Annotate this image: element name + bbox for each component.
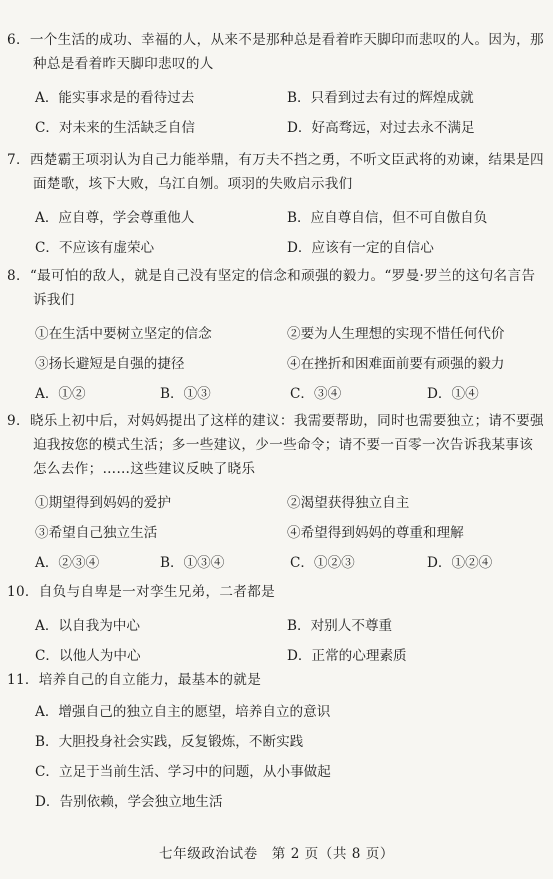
option-a: A．应自尊，学会尊重他人 [35,210,195,226]
option-d: D．应该有一定的自信心 [287,240,434,256]
option-d: D．好高骛远，对过去永不满足 [287,120,475,136]
question-stem: 6．一个生活的成功、幸福的人，从来不是那种总是看着昨天脚印而悲叹的人。因为，那种总是看着昨天脚印悲叹的人 [7,32,544,72]
statement-2: ②渴望获得独立自主 [287,495,410,511]
question-9 [7,409,547,577]
page-footer: 七年级政治试卷 第 2 页（共 8 页） [159,846,394,862]
statement-4: ④在挫折和困难面前要有顽强的毅力 [287,356,505,372]
option-a: A．能实事求是的看待过去 [35,90,195,106]
statement-1: ①期望得到妈妈的爱护 [35,495,171,511]
question-stem: 9．晓乐上初中后，对妈妈提出了这样的建议：我需要帮助，同时也需要独立；请不要强迫我按您的模式生活；多一些建议，少一些命令；请不要一百零一次告诉我某事该怎么去作；……这些建议反映了晓乐 [7,413,544,477]
option-d: D．正常的心理素质 [287,648,407,664]
option-d: D．告别依赖，学会独立地生活 [35,794,223,810]
option-d: D．①④ [427,386,479,402]
statement-1: ①在生活中要树立坚定的信念 [35,326,212,342]
statement-3: ③扬长避短是自强的捷径 [35,356,185,372]
option-c: C．③④ [290,386,342,402]
option-b: B．只看到过去有过的辉煌成就 [287,90,474,106]
option-c: C．①②③ [290,555,355,571]
question-8 [7,264,547,408]
option-b: B．大胆投身社会实践，反复锻炼，不断实践 [35,734,304,750]
option-a: A．以自我为中心 [35,618,140,634]
question-10 [7,580,547,670]
question-stem: 11．培养自己的自立能力，最基本的就是 [7,672,262,688]
statement-3: ③希望自己独立生活 [35,525,158,541]
option-b: B．①③④ [160,555,225,571]
question-stem: 10．自负与自卑是一对孪生兄弟，二者都是 [7,584,275,600]
statement-4: ④希望得到妈妈的尊重和理解 [287,525,464,541]
option-b: B．应自尊自信，但不可自傲自负 [287,210,488,226]
question-11 [7,668,547,817]
question-6 [7,28,547,142]
option-c: C．不应该有虚荣心 [35,240,155,256]
option-b: B．①③ [160,386,211,402]
question-stem: 7．西楚霸王项羽认为自己力能举鼎，有万夫不挡之勇，不听文臣武将的劝谏，结果是四面楚歌，垓下大败，乌江自刎。项羽的失败启示我们 [7,152,544,192]
option-b: B．对别人不尊重 [287,618,393,634]
option-c: C．以他人为中心 [35,648,141,664]
question-7 [7,148,547,262]
option-c: C．对未来的生活缺乏自信 [35,120,195,136]
question-stem: 8．“最可怕的敌人，就是自己没有坚定的信念和顽强的毅力。“罗曼·罗兰的这句名言告诉我们 [7,268,536,308]
option-d: D．①②④ [427,555,493,571]
option-a: A．增强自己的独立自主的愿望，培养自立的意识 [35,704,331,720]
statement-2: ②要为人生理想的实现不惜任何代价 [287,326,505,342]
option-a: A．①② [35,386,86,402]
option-c: C．立足于当前生活、学习中的问题，从小事做起 [35,764,331,780]
option-a: A．②③④ [35,555,100,571]
